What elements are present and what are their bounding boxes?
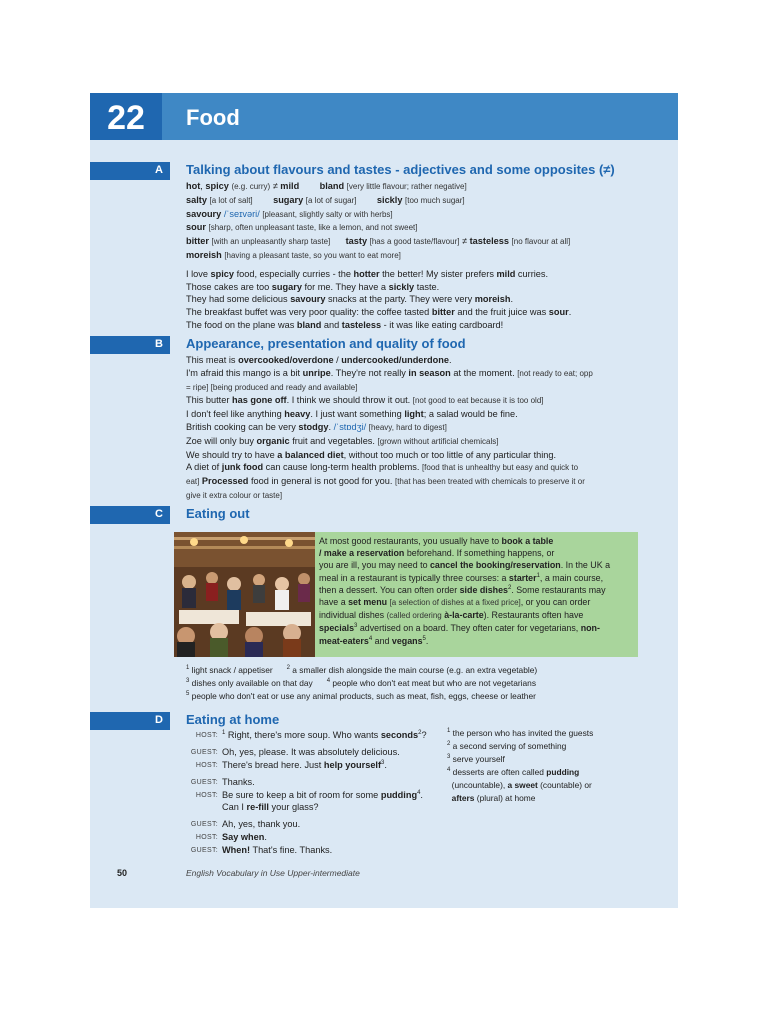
text-line: give it extra colour or taste] [186, 490, 283, 500]
text-line: I love spicy food, especially curries - the hotter the better! My sister prefers mild curries. [186, 268, 549, 279]
speaker-label: HOST: [195, 834, 218, 842]
text-line: have a set menu [a selection of dishes at a fixed price], or you can order [319, 597, 591, 608]
speaker-label: HOST: [195, 761, 218, 769]
section-tab-c: C [90, 506, 170, 524]
text-line: A diet of junk food can cause long-term health problems. [food that is unhealthy but easy and quick to [186, 462, 579, 473]
section-tab-d: D [90, 712, 170, 730]
section-a-title: Talking about flavours and tastes - adjectives and some opposites (≠) [186, 162, 615, 177]
footnote: $^5$ people who don't eat or use any animal products, such as meat, fish, eggs, cheese or leather [186, 691, 536, 701]
footnote: $^3$ serve yourself [447, 754, 505, 764]
text-line: The food on the plane was bland and tasteless - it was like eating cardboard! [186, 319, 504, 330]
text-line: We should try to have a balanced diet, without too much or too little of any particular thing. [186, 449, 557, 460]
speaker-label: HOST: [195, 732, 218, 739]
text-line: bitter [with an unpleasantly sharp taste] tasty [has a good taste/flavour] ≠ tasteless [no flavour at all] [186, 236, 571, 247]
text-line: / make a reservation beforehand. If something happens, or [319, 548, 555, 559]
text-line: moreish [having a pleasant taste, so you want to eat more] [186, 249, 401, 260]
text-line: They had some delicious savoury snacks at the party. They were very moreish. [186, 294, 514, 305]
section-d-title: Eating at home [186, 712, 280, 727]
section-b-title: Appearance, presentation and quality of food [186, 336, 466, 351]
section-tab-a: A [90, 162, 170, 180]
text-line: The breakfast buffet was very poor quality: the coffee tasted bitter and the fruit juice was sour. [186, 307, 572, 318]
text-line: individual dishes (called ordering à-la-carte). Restaurants often have [319, 610, 584, 621]
eating-out-text-box [315, 532, 638, 657]
text-line: This butter has gone off. I think we should throw it out. [not good to eat because it is too old] [186, 395, 544, 406]
footnote: $^3$ dishes only available on that day $^4$ people who don't eat meat but who are not vegetarians [186, 678, 537, 688]
text-line: sour [sharp, often unpleasant taste, like a lemon, and not sweet] [186, 222, 418, 233]
section-tab-b: B [90, 336, 170, 354]
speaker-label: GUEST: [190, 821, 218, 829]
text-line: British cooking can be very stodgy. /ˈstɒdʒi/ [heavy, hard to digest] [186, 421, 447, 432]
text-line: Zoe will only buy organic fruit and vegetables. [grown without artificial chemicals] [186, 435, 499, 446]
footnote: $^1$ light snack / appetiser $^2$ a smaller dish alongside the main course (e.g. an extra vegetable) [186, 665, 538, 675]
text-line: then a dessert. You can often order side dishes$^2$. Some restaurants may [319, 584, 606, 595]
eating-out-footnotes [186, 664, 537, 703]
speaker-label: GUEST: [190, 748, 218, 756]
restaurant-photo [174, 532, 315, 657]
text-line: salty [a lot of salt] sugary [a lot of sugar] sickly [too much sugar] [186, 194, 465, 205]
text-line: Those cakes are too sugary for me. They have a sickly taste. [186, 281, 440, 292]
section-a-body [186, 180, 571, 332]
unit-title: Food [186, 105, 240, 130]
text-line: you are ill, you may need to cancel the booking/reservation. In the UK a [319, 560, 611, 571]
eating-out-body [319, 535, 610, 647]
text-line: I'm afraid this mango is a bit unripe. They're not really in season at the moment. [not ready to eat; opp [186, 367, 593, 378]
text-line: meal in a restaurant is typically three courses: a starter$^1$, a main course, [319, 572, 604, 583]
speaker-label: GUEST: [190, 847, 218, 855]
page: 22 Food A Talking about flavours and tastes - adjectives and some opposites (≠) hot, spicy (e.g. curry) ≠ mild bland [very little flavour; rather negative] salty [a lot of salt] sugary [a lot of sugar] sickly [too much sugar] savoury /ˈseɪvəri/ [pleasant, slightly salty or with herbs] sour [sharp, often unpleasant taste, like a lemon, and not sweet] bitter [with an unpleasantly sharp taste] tasty [has a good taste/flavour] ≠ tasteless [no flavour at all] moreish [having a pleasant taste, so you want to eat more] I love spicy food, especially curries - the hotter the better! My sister prefers mild curries. Those cakes are too sugary for me. They have a sickly taste. They had some delicious savoury snacks at the party. They were very moreish. The breakfast buffet was very poor quality: the coffee tasted bitter and the fruit juice was sour. The food on the plane was bland and tasteless - it was like eating cardboard! B Appearance, presentation and quality of food This meat is overcooked/overdone / undercooked/underdone. I'm afraid this mango is a bit unripe. They're not really in season at the moment. [not ready to eat; opp = ripe] [being produced and ready and available] This butter has gone off. I think we should throw it out. [not good to eat because it is too old] I don't feel like anything heavy. I just want something light; a salad would be fine. British cooking can be very stodgy. /ˈstɒdʒi/ [heavy, hard to digest] Zoe will only buy organic fruit and vegetables. [grown without artificial chemicals] We should try to have a balanced diet, without too much or too little of any particular thing. A diet of junk food can cause long-term health problems. [food that is unhealthy but easy and quick to eat] Processed food in general is not good for you. [that has been treated with chemicals to preserve it or give it extra colour or taste] C Eating out At most good restaurants, you usually have to book a table / make a reservation beforehand. If something happens, or you are ill, you may need to cancel the booking/reservation. In the UK a meal in a restaurant is typically three courses: a starter$^1$, a main course, then a dessert. You can often order side dishes$^2$. Some restaurants may have a set menu [a selection of dishes at a fixed price], or you can order individual dishes (called ordering à-la-carte). Restaurants often have specials$^3$ advertised on a board. They often cater for vegetarians, non- meat-eaters$^4$ and vegans$^5$. $^1$ light snack / appetiser $^2$ a smaller dish alongside the main course (e.g. an extra vegetable) $^3$ dishes only available on that day $^4$ people who don't eat meat but who are not vegetarians $^5$ people who don't eat or use any animal products, such as meat, fish, eggs, cheese or leather D Eating at home HOST: $^1$ Right, there's more soup. Who wants seconds$^2$? GUEST: Oh, yes, please. It was absolutely delicious. HOST: There's bread here. Just help yourself$^3$. GUEST: Thanks. HOST: Be sure to keep a bit of room for some pudding$^4$. Can I re-fill your glass? GUEST: Ah, yes, thank you. HOST: Say when. GUEST: When! That's fine. Thanks. $^1$ the person who has invited the guests $^2$ a second serving of something $^3$ serve yourself $^4$ desserts are often called pudding (uncountable), a sweet (countable) or afters (plural) at home 50 English Vocabulary in Use Upper-intermediate [90, 93, 678, 908]
speaker-label: HOST: [195, 791, 218, 799]
section-b-body [186, 354, 593, 503]
unit-number-box [90, 93, 162, 140]
text-line: savoury /ˈseɪvəri/ [pleasant, slightly salty or with herbs] [186, 208, 393, 219]
text-line: meat-eaters$^4$ and vegans$^5$. [319, 635, 429, 646]
text-line: specials$^3$ advertised on a board. They often cater for vegetarians, non- [319, 623, 600, 634]
text-line: This meat is overcooked/overdone / undercooked/underdone. [186, 355, 452, 365]
footnote: afters (plural) at home [451, 793, 536, 803]
text-line: hot, spicy (e.g. curry) ≠ mild bland [very little flavour; rather negative] [186, 181, 467, 191]
footnote: $^4$ desserts are often called pudding [447, 767, 580, 777]
unit-number: 22 [107, 99, 145, 137]
text-line: At most good restaurants, you usually have to book a table [319, 536, 554, 546]
footnote: $^2$ a second serving of something [447, 741, 567, 751]
speaker-label: GUEST: [190, 778, 218, 786]
book-title: English Vocabulary in Use Upper-intermediate [186, 868, 360, 878]
text-line: = ripe] [being produced and ready and available] [186, 382, 358, 392]
page-number: 50 [117, 868, 128, 878]
footnote: $^1$ the person who has invited the guests [447, 728, 594, 738]
text-line: I don't feel like anything heavy. I just want something light; a salad would be fine. [186, 409, 518, 420]
section-c-title: Eating out [186, 506, 250, 521]
unit-header [90, 93, 678, 140]
eating-at-home-notes [447, 727, 593, 805]
text-line: eat] Processed food in general is not good for you. [that has been treated with chemicals to preserve it or [186, 476, 585, 487]
footnote: (uncountable), a sweet (countable) or [447, 780, 592, 790]
